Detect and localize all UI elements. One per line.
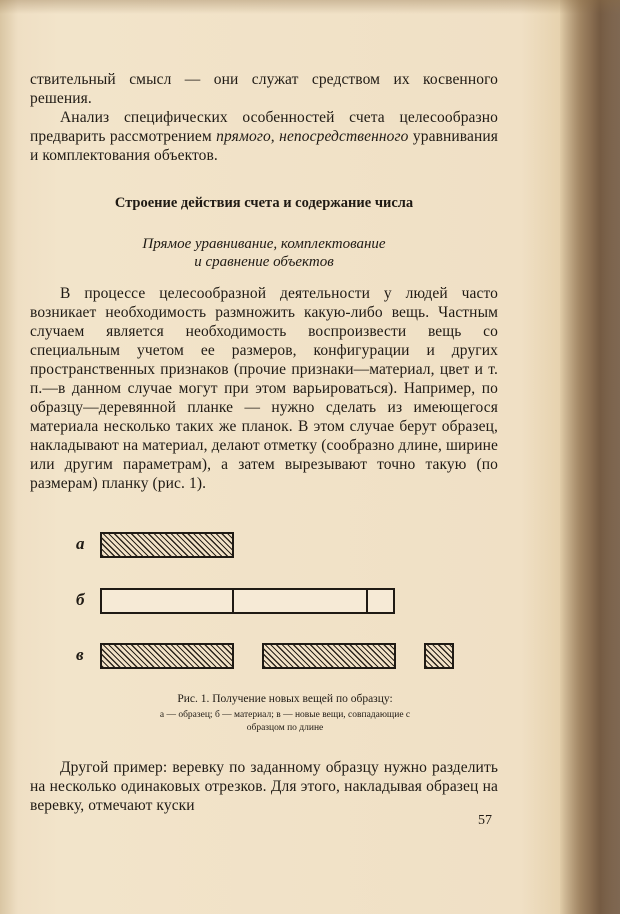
new-item-bar-2	[262, 643, 396, 669]
book-spine-shadow	[560, 0, 620, 914]
figure-label-a: а	[76, 534, 85, 553]
analysis-italic-text: прямого, непосредственного	[216, 128, 409, 145]
figure-caption-legend-2: образцом по длине	[246, 723, 324, 733]
material-bar	[100, 588, 395, 614]
continued-paragraph: ствительный смысл — они служат средством их косвенного решения.	[30, 71, 498, 107]
material-mark-2	[366, 590, 368, 612]
leftover-piece	[424, 643, 454, 669]
analysis-paragraph	[30, 108, 498, 165]
analysis-text-end: уравнивания и комплектования объектов.	[30, 128, 498, 164]
figure-caption: Рис. 1. Получение новых вещей по образцу:	[177, 693, 393, 705]
main-paragraph: В процессе целесообразной деятельности у людей часто возникает необходимость размножить какую-либо вещь. Частным случаем является необходимость воспроизвести вещь со специальным учетом ее размеров, конфигурации и других пространственных признаков (прочие признаки—материал, цвет и т. п.—в данном случае могут при этом варьироваться). Например, по образцу—деревянной планке — нужно сделать из имеющегося материала несколько таких же планок. В этом случае берут образец, накладывают на материал, делают отметку (сообразно длине, ширине или другим параметрам), а затем вырезывают точно такую (по размерам) планку (рис. 1).	[30, 285, 498, 492]
new-item-bar-1	[100, 643, 234, 669]
figure-label-v: в	[76, 645, 84, 664]
figure-label-b: б	[76, 590, 85, 609]
figure-caption-legend-1: а — образец; б — материал; в — новые вещи, совпадающие с	[159, 710, 411, 720]
example-paragraph: Другой пример: веревку по заданному образцу нужно разделить на несколько одинаковых отрезков. Для этого, накладывая образец на веревку, отмечают куски	[30, 759, 498, 814]
page-top-shadow	[0, 0, 620, 14]
page-number: 57	[478, 813, 492, 828]
subsection-title-line2: и сравнение объектов	[194, 254, 334, 270]
material-mark-1	[232, 590, 234, 612]
section-title: Строение действия счета и содержание числа	[114, 195, 414, 211]
analysis-text-start: Анализ специфических особенностей счета целесообразно предварить рассмотрением	[30, 109, 498, 145]
subsection-title-line1: Прямое уравнивание, комплектование	[142, 236, 386, 252]
sample-bar	[100, 532, 234, 558]
